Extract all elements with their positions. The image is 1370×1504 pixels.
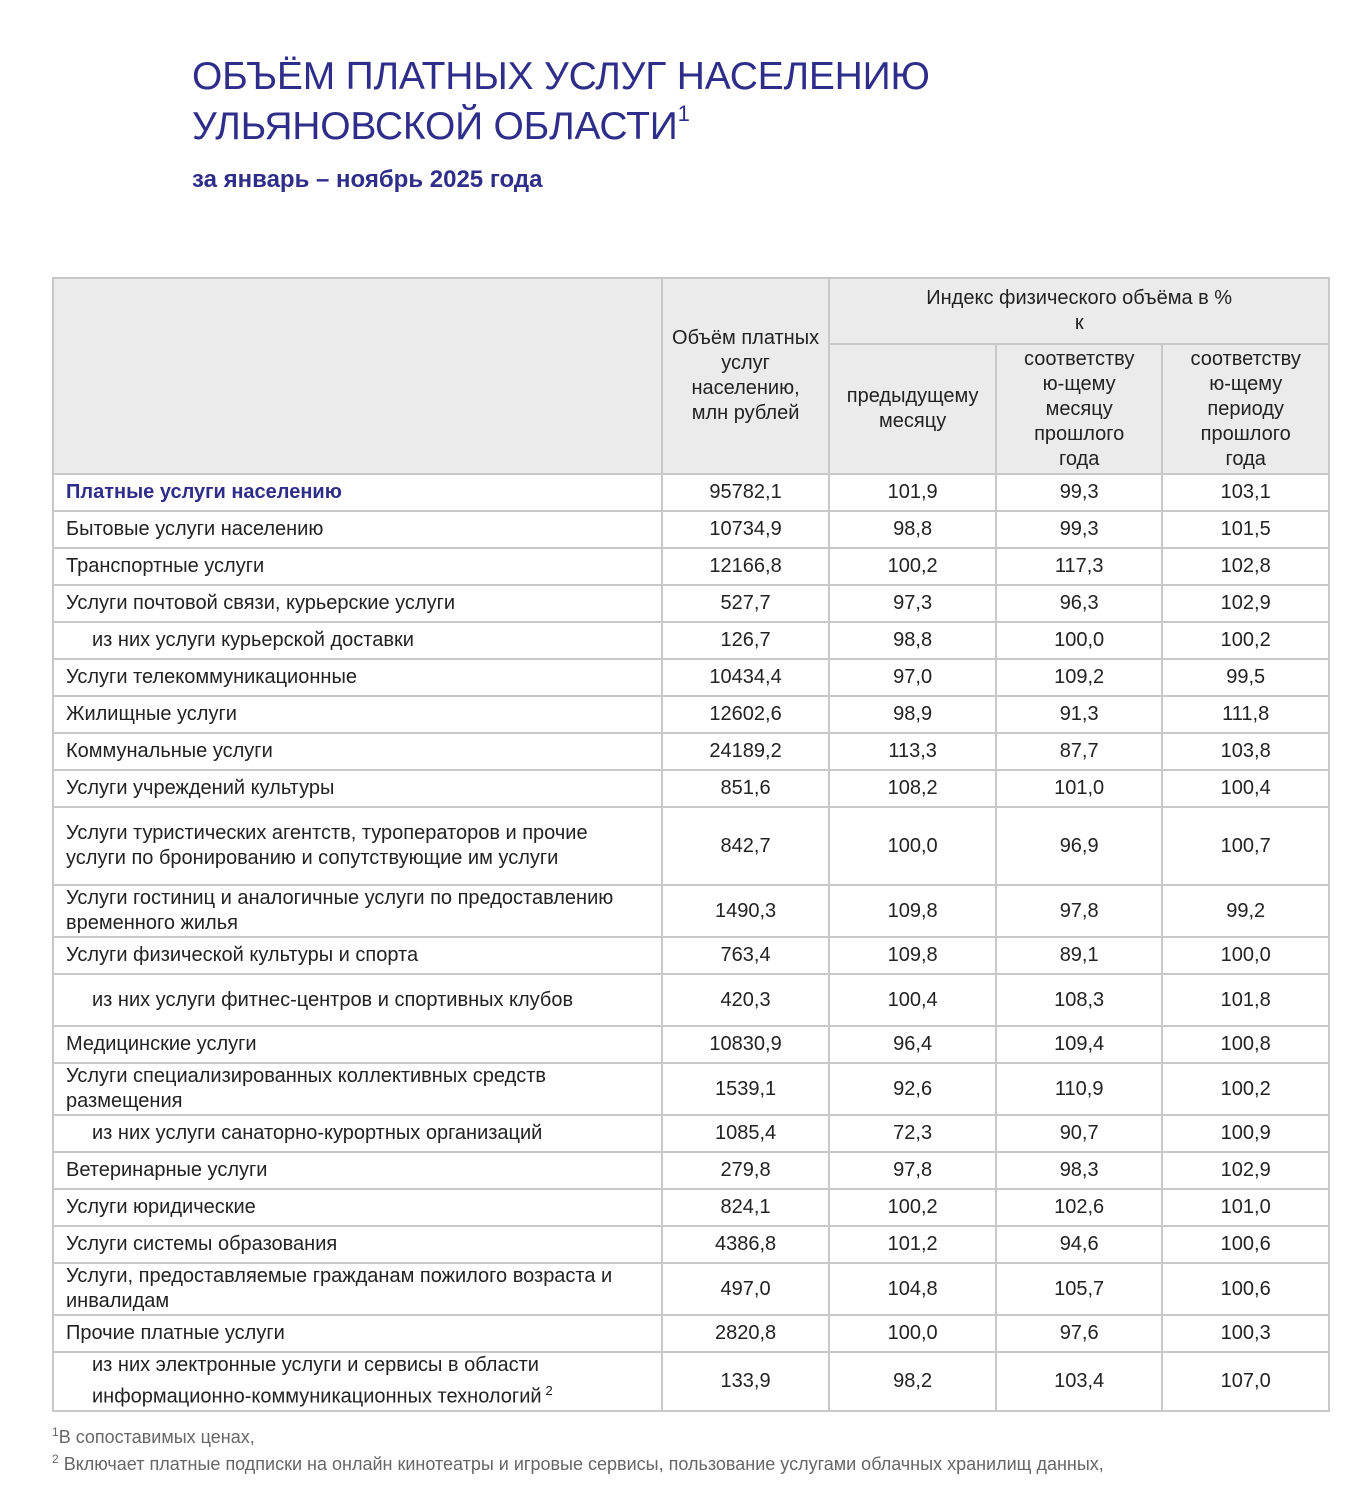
row-volume: 1539,1 <box>662 1063 830 1115</box>
header-index-group: Индекс физического объёма в % к <box>829 278 1329 344</box>
row-prev-month: 100,4 <box>829 974 996 1026</box>
row-name: из них услуги курьерской доставки <box>53 622 662 659</box>
table-row <box>53 1026 1329 1063</box>
title-footnote-mark: 1 <box>677 101 690 126</box>
table-row <box>53 585 1329 622</box>
table-row-total <box>53 474 1329 511</box>
row-name: Услуги юридические <box>53 1189 662 1226</box>
row-name: Услуги туристических агентств, туроператоров и прочие услуги по бронированию и сопутствующие им услуги <box>53 807 662 885</box>
table-row <box>53 770 1329 807</box>
row-name: Услуги телекоммуникационные <box>53 659 662 696</box>
row-same-period: 100,6 <box>1162 1226 1329 1263</box>
row-same-month: 110,9 <box>996 1063 1163 1115</box>
header-same-month-last-year: соответствую-щему месяцу прошлого года <box>996 344 1163 474</box>
table-row <box>53 1063 1329 1115</box>
table-row <box>53 696 1329 733</box>
row-same-period: 107,0 <box>1162 1352 1329 1411</box>
row-volume: 12166,8 <box>662 548 830 585</box>
row-volume: 842,7 <box>662 807 830 885</box>
row-name: Услуги почтовой связи, курьерские услуги <box>53 585 662 622</box>
row-prev-month: 98,8 <box>829 511 996 548</box>
row-prev-month: 113,3 <box>829 733 996 770</box>
row-name: из них электронные услуги и сервисы в области информационно-коммуникационных технологий $^2$ <box>53 1352 662 1411</box>
table-row <box>53 1115 1329 1152</box>
row-prev-month: 96,4 <box>829 1026 996 1063</box>
row-same-period: 100,0 <box>1162 937 1329 974</box>
row-volume: 4386,8 <box>662 1226 830 1263</box>
row-same-month: 96,3 <box>996 585 1163 622</box>
row-same-month: 105,7 <box>996 1263 1163 1315</box>
row-same-month: 117,3 <box>996 548 1163 585</box>
row-prev-month: 101,9 <box>829 474 996 511</box>
row-volume: 10830,9 <box>662 1026 830 1063</box>
row-same-month: 100,0 <box>996 622 1163 659</box>
row-same-month: 99,3 <box>996 474 1163 511</box>
row-prev-month: 92,6 <box>829 1063 996 1115</box>
row-prev-month: 109,8 <box>829 885 996 937</box>
table-row <box>53 1315 1329 1352</box>
row-same-month: 94,6 <box>996 1226 1163 1263</box>
row-same-period: 99,2 <box>1162 885 1329 937</box>
page-title <box>192 52 930 152</box>
row-same-period: 100,8 <box>1162 1026 1329 1063</box>
row-same-month: 98,3 <box>996 1152 1163 1189</box>
row-same-period: 102,8 <box>1162 548 1329 585</box>
row-prev-month: 98,9 <box>829 696 996 733</box>
row-same-month: 87,7 <box>996 733 1163 770</box>
row-same-period: 111,8 <box>1162 696 1329 733</box>
header-name <box>53 278 662 474</box>
row-prev-month: 97,0 <box>829 659 996 696</box>
row-volume: 763,4 <box>662 937 830 974</box>
row-prev-month: 100,2 <box>829 548 996 585</box>
header-same-period-last-year: соответствую-щему периоду прошлого года <box>1162 344 1329 474</box>
table-row <box>53 1152 1329 1189</box>
row-prev-month: 98,2 <box>829 1352 996 1411</box>
row-name: Услуги учреждений культуры <box>53 770 662 807</box>
header-prev-month: предыдущему месяцу <box>829 344 996 474</box>
row-prev-month: 100,0 <box>829 807 996 885</box>
row-same-period: 101,0 <box>1162 1189 1329 1226</box>
title-line-2: УЛЬЯНОВСКОЙ ОБЛАСТИ <box>192 105 678 148</box>
table-row <box>53 1226 1329 1263</box>
row-same-period: 100,9 <box>1162 1115 1329 1152</box>
row-volume: 95782,1 <box>662 474 830 511</box>
row-prev-month: 98,8 <box>829 622 996 659</box>
row-same-period: 101,8 <box>1162 974 1329 1026</box>
row-same-month: 108,3 <box>996 974 1163 1026</box>
row-same-month: 102,6 <box>996 1189 1163 1226</box>
row-volume: 279,8 <box>662 1152 830 1189</box>
table-row <box>53 974 1329 1026</box>
table-row <box>53 1189 1329 1226</box>
table-body <box>53 474 1329 1411</box>
row-prev-month: 97,8 <box>829 1152 996 1189</box>
row-same-period: 103,8 <box>1162 733 1329 770</box>
row-name: Услуги физической культуры и спорта <box>53 937 662 974</box>
row-same-period: 99,5 <box>1162 659 1329 696</box>
table-row <box>53 937 1329 974</box>
row-prev-month: 101,2 <box>829 1226 996 1263</box>
row-prev-month: 108,2 <box>829 770 996 807</box>
row-same-month: 101,0 <box>996 770 1163 807</box>
row-name: из них услуги фитнес-центров и спортивных клубов <box>53 974 662 1026</box>
table-row <box>53 885 1329 937</box>
row-name: Коммунальные услуги <box>53 733 662 770</box>
footnote-2: $^2$ Включает платные подписки на онлайн кинотеатры и игровые сервисы, пользование услугами облачных хранилищ данных, <box>52 1452 1104 1474</box>
row-name: Ветеринарные услуги <box>53 1152 662 1189</box>
row-volume: 851,6 <box>662 770 830 807</box>
row-same-month: 97,8 <box>996 885 1163 937</box>
row-prev-month: 72,3 <box>829 1115 996 1152</box>
table-row <box>53 1352 1329 1411</box>
header-volume: Объём платных услуг населению, млн рублей <box>662 278 830 474</box>
footnotes <box>52 1421 1104 1475</box>
row-volume: 12602,6 <box>662 696 830 733</box>
row-volume: 420,3 <box>662 974 830 1026</box>
row-name: Медицинские услуги <box>53 1026 662 1063</box>
table-row <box>53 622 1329 659</box>
row-volume: 24189,2 <box>662 733 830 770</box>
row-same-month: 90,7 <box>996 1115 1163 1152</box>
row-volume: 527,7 <box>662 585 830 622</box>
row-same-period: 100,3 <box>1162 1315 1329 1352</box>
table-row <box>53 733 1329 770</box>
row-name: Бытовые услуги населению <box>53 511 662 548</box>
row-same-month: 103,4 <box>996 1352 1163 1411</box>
table-row <box>53 511 1329 548</box>
row-volume: 1490,3 <box>662 885 830 937</box>
row-volume: 1085,4 <box>662 1115 830 1152</box>
row-volume: 2820,8 <box>662 1315 830 1352</box>
row-same-period: 100,6 <box>1162 1263 1329 1315</box>
row-prev-month: 97,3 <box>829 585 996 622</box>
row-same-month: 99,3 <box>996 511 1163 548</box>
row-prev-month: 100,2 <box>829 1189 996 1226</box>
row-same-period: 100,2 <box>1162 1063 1329 1115</box>
header-row-1 <box>53 278 1329 344</box>
row-same-period: 102,9 <box>1162 585 1329 622</box>
row-name: Услуги системы образования <box>53 1226 662 1263</box>
row-same-period: 101,5 <box>1162 511 1329 548</box>
row-same-month: 97,6 <box>996 1315 1163 1352</box>
table-row <box>53 807 1329 885</box>
row-name: из них услуги санаторно-курортных организаций <box>53 1115 662 1152</box>
table-row <box>53 659 1329 696</box>
row-volume: 10734,9 <box>662 511 830 548</box>
row-volume: 126,7 <box>662 622 830 659</box>
row-same-period: 100,7 <box>1162 807 1329 885</box>
row-volume: 10434,4 <box>662 659 830 696</box>
table-row <box>53 548 1329 585</box>
row-same-month: 91,3 <box>996 696 1163 733</box>
row-prev-month: 100,0 <box>829 1315 996 1352</box>
row-same-month: 109,4 <box>996 1026 1163 1063</box>
page-subtitle: за январь – ноябрь 2025 года <box>192 166 543 193</box>
row-same-period: 102,9 <box>1162 1152 1329 1189</box>
row-prev-month: 109,8 <box>829 937 996 974</box>
row-name: Услуги специализированных коллективных средств размещения <box>53 1063 662 1115</box>
row-name: Услуги гостиниц и аналогичные услуги по предоставлению временного жилья <box>53 885 662 937</box>
row-same-period: 100,2 <box>1162 622 1329 659</box>
row-same-month: 109,2 <box>996 659 1163 696</box>
paid-services-table <box>52 277 1330 1412</box>
row-name: Платные услуги населению <box>53 474 662 511</box>
row-volume: 824,1 <box>662 1189 830 1226</box>
row-volume: 497,0 <box>662 1263 830 1315</box>
row-same-period: 103,1 <box>1162 474 1329 511</box>
row-prev-month: 104,8 <box>829 1263 996 1315</box>
row-name: Прочие платные услуги <box>53 1315 662 1352</box>
row-name: Жилищные услуги <box>53 696 662 733</box>
row-same-period: 100,4 <box>1162 770 1329 807</box>
table-row <box>53 1263 1329 1315</box>
row-same-month: 96,9 <box>996 807 1163 885</box>
row-volume: 133,9 <box>662 1352 830 1411</box>
row-footnote-mark: 2 <box>545 1383 553 1398</box>
row-same-month: 89,1 <box>996 937 1163 974</box>
title-line-1: ОБЪЁМ ПЛАТНЫХ УСЛУГ НАСЕЛЕНИЮ <box>192 55 930 98</box>
footnote-1: $^1$В сопоставимых ценах, <box>52 1425 255 1447</box>
row-name: Услуги, предоставляемые гражданам пожилого возраста и инвалидам <box>53 1263 662 1315</box>
row-name: Транспортные услуги <box>53 548 662 585</box>
